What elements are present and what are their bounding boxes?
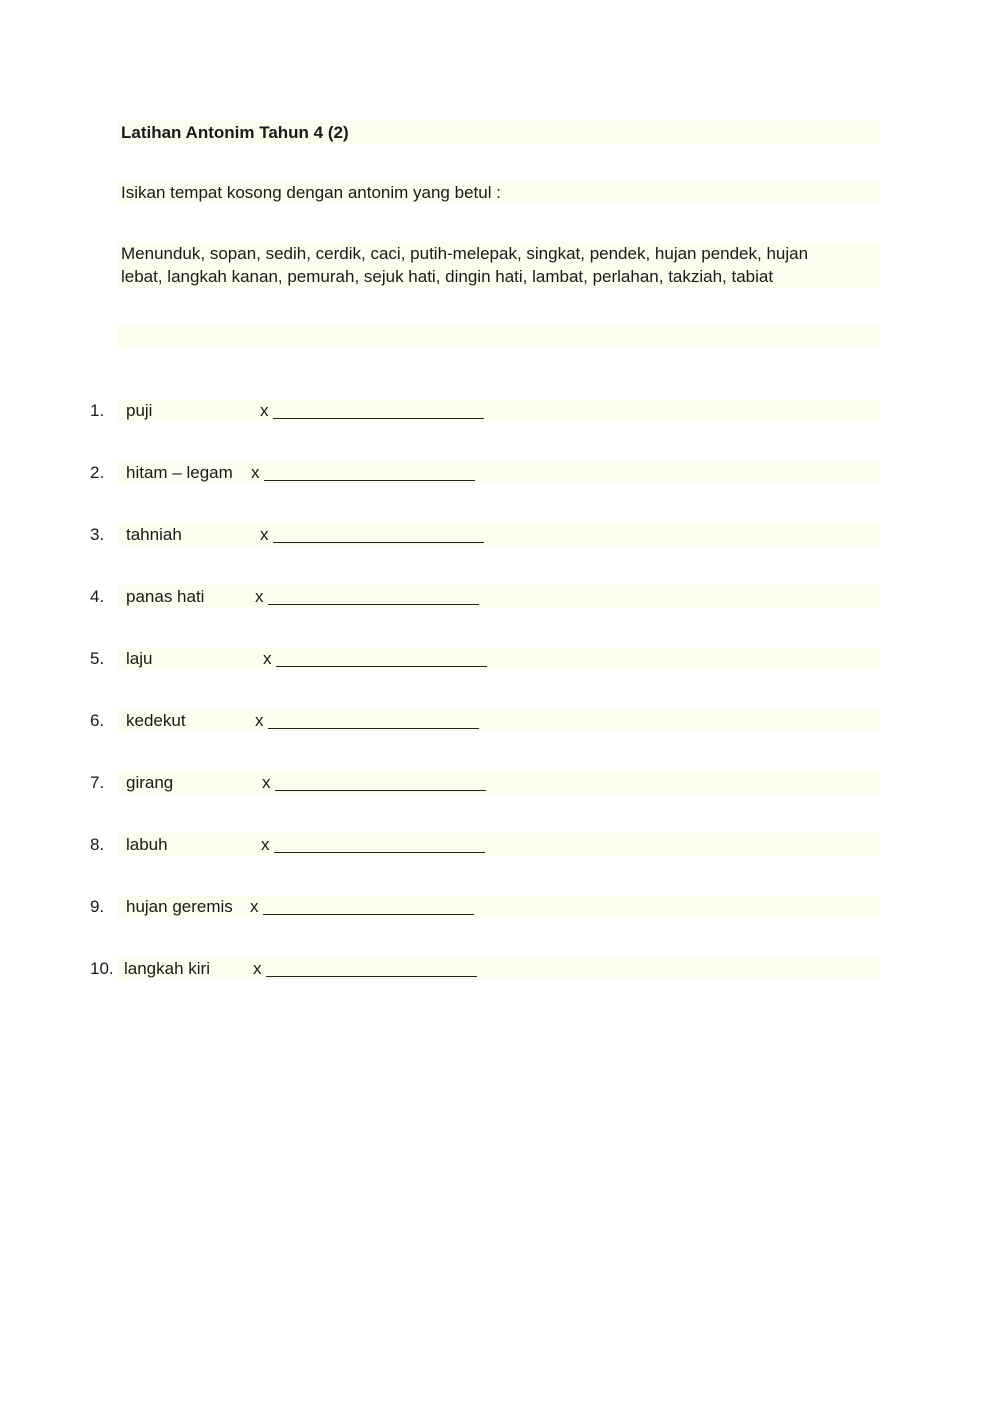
antonym-separator: x <box>250 897 259 916</box>
question-word: kedekut <box>126 711 186 730</box>
answer-blank[interactable] <box>273 418 484 419</box>
question-word: hitam – legam <box>126 463 233 482</box>
antonym-separator: x <box>260 525 269 544</box>
question-number: 2. <box>90 463 105 482</box>
antonym-separator: x <box>263 649 272 668</box>
question-row-band <box>118 709 881 732</box>
question-word: girang <box>126 773 174 792</box>
question-row-band <box>118 647 881 670</box>
question-word: panas hati <box>126 587 205 606</box>
question-word: hujan geremis <box>126 897 233 916</box>
answer-blank[interactable] <box>266 976 477 977</box>
question-number: 5. <box>90 649 105 668</box>
question-number: 1. <box>90 401 105 420</box>
answer-blank[interactable] <box>264 480 475 481</box>
answer-blank[interactable] <box>268 604 479 605</box>
antonym-separator: x <box>261 835 270 854</box>
antonym-separator: x <box>253 959 262 978</box>
empty-band <box>118 325 881 348</box>
question-number: 8. <box>90 835 105 854</box>
answer-blank[interactable] <box>263 914 474 915</box>
word-bank-line-1: Menunduk, sopan, sedih, cerdik, caci, putih-melepak, singkat, pendek, hujan pendek, hujan <box>121 244 809 263</box>
question-row-band <box>118 399 881 422</box>
worksheet-title: Latihan Antonim Tahun 4 (2) <box>121 123 349 142</box>
instruction-text: Isikan tempat kosong dengan antonim yang betul : <box>121 183 501 202</box>
antonym-separator: x <box>255 587 264 606</box>
answer-blank[interactable] <box>268 728 479 729</box>
question-word: langkah kiri <box>124 959 210 978</box>
question-number: 9. <box>90 897 105 916</box>
question-number: 3. <box>90 525 105 544</box>
antonym-separator: x <box>255 711 264 730</box>
answer-blank[interactable] <box>276 666 487 667</box>
answer-blank[interactable] <box>275 790 486 791</box>
question-number: 4. <box>90 587 105 606</box>
question-row-band <box>118 957 881 980</box>
answer-blank[interactable] <box>273 542 484 543</box>
question-word: labuh <box>126 835 168 854</box>
question-row-band <box>118 585 881 608</box>
question-row-band <box>118 523 881 546</box>
word-bank-line-2: lebat, langkah kanan, pemurah, sejuk hati, dingin hati, lambat, perlahan, takziah, tabiat <box>121 267 774 286</box>
antonym-separator: x <box>262 773 271 792</box>
answer-blank[interactable] <box>274 852 485 853</box>
antonym-separator: x <box>251 463 260 482</box>
question-number: 10. <box>90 959 114 978</box>
antonym-separator: x <box>260 401 269 420</box>
question-number: 6. <box>90 711 105 730</box>
question-word: laju <box>126 649 153 668</box>
question-word: tahniah <box>126 525 182 544</box>
question-number: 7. <box>90 773 105 792</box>
question-row-band <box>118 833 881 856</box>
question-row-band <box>118 771 881 794</box>
question-word: puji <box>126 401 153 420</box>
